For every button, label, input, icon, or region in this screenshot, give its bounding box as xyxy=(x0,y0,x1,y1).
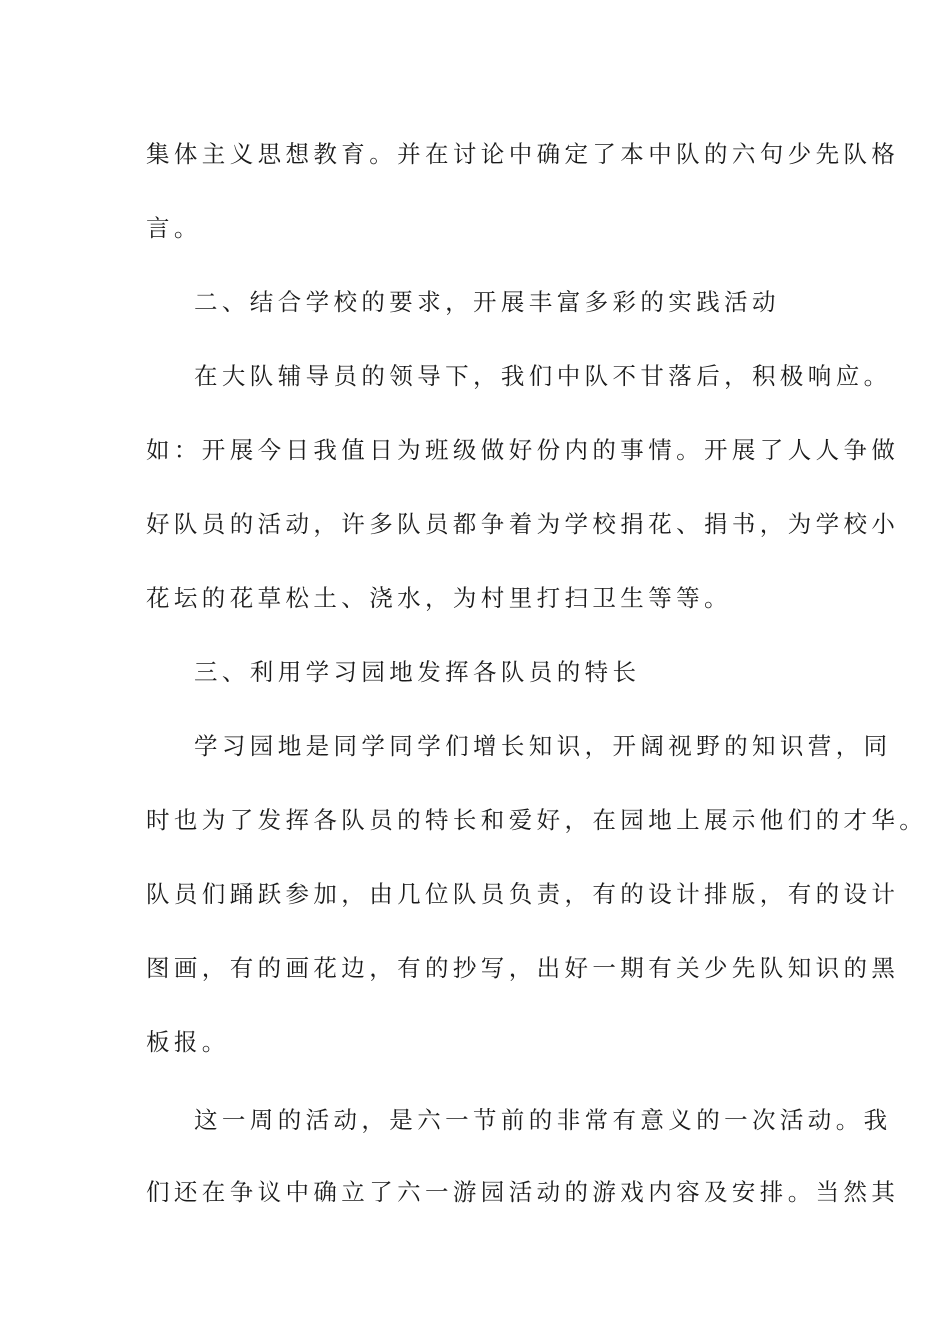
paragraph-start: 在大队辅导员的领导下，我们中队不甘落后，积极响应。 xyxy=(194,362,892,390)
text-line: 图画，有的画花边，有的抄写，出好一期有关少先队知识的黑 xyxy=(146,954,900,982)
text-line: 如：开展今日我值日为班级做好份内的事情。开展了人人争做 xyxy=(146,436,900,464)
paragraph-start: 学习园地是同学同学们增长知识，开阔视野的知识营，同 xyxy=(194,732,892,760)
paragraph-start: 这一周的活动，是六一节前的非常有意义的一次活动。我 xyxy=(194,1106,892,1134)
text-line: 板报。 xyxy=(146,1028,230,1056)
text-line: 好队员的活动，许多队员都争着为学校捐花、捐书，为学校小 xyxy=(146,510,900,538)
text-line: 队员们踊跃参加，由几位队员负责，有的设计排版，有的设计 xyxy=(146,880,900,908)
text-line: 时也为了发挥各队员的特长和爱好，在园地上展示他们的才华。 xyxy=(146,806,928,834)
section-heading: 三、利用学习园地发挥各队员的特长 xyxy=(194,658,641,686)
section-heading: 二、结合学校的要求，开展丰富多彩的实践活动 xyxy=(194,288,780,316)
text-line: 言。 xyxy=(146,214,202,242)
text-line: 花坛的花草松土、浇水，为村里打扫卫生等等。 xyxy=(146,584,732,612)
text-line: 集体主义思想教育。并在讨论中确定了本中队的六句少先队格 xyxy=(146,140,900,168)
text-line: 们还在争议中确立了六一游园活动的游戏内容及安排。当然其 xyxy=(146,1178,900,1206)
